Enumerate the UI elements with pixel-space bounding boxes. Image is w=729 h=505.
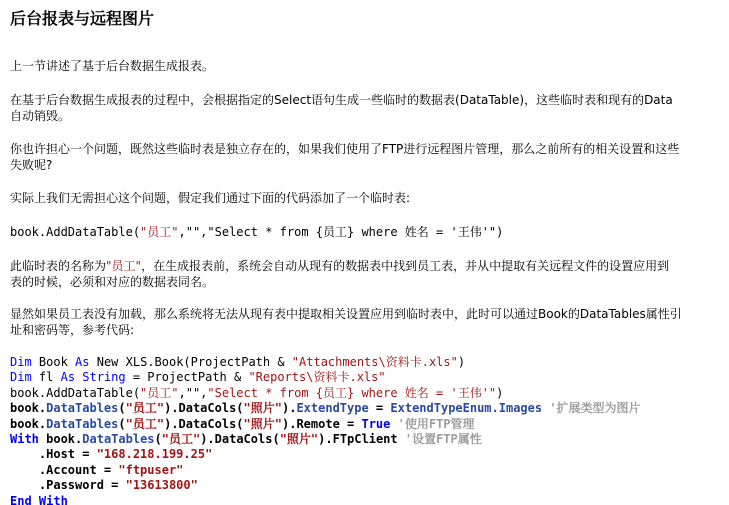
code-property: DataTables [46,401,119,416]
code-text: New XLS.Book(ProjectPath & [89,355,292,369]
code-line [10,432,641,447]
code-string: "员工" [125,416,165,431]
code-block [10,355,641,505]
paragraph-intro: 上一节讲述了基于后台数据生成报表。 [10,59,215,73]
code-text: .Password = [10,478,126,493]
text-segment: 此临时表的名称为 [10,259,107,273]
paragraph-datatables-line1: 显然如果员工表没有加载，那么系统将无法从现有表中提取相关设置应用到临时表中，此时可以通过Book的DataTables属性引 [10,307,682,321]
paragraph-datatables-line2: 址和密码等，参考代码: [10,323,135,337]
code-text: ( [118,416,126,431]
code-string: "ftpuser" [118,462,184,477]
code-property: ExtendTypeEnum.Images [390,401,543,416]
code-text: ) [457,355,466,369]
code-line [10,417,641,432]
code-text: ,"","Select * from {员工} where 姓名 = '王伟'") [178,225,504,239]
code-string: "员工" [140,385,179,400]
code-line [10,447,641,462]
paragraph-tablename-line2: 表的时候，必须和对应的数据表同名。 [10,275,215,289]
code-text: = [368,401,391,416]
code-property: DataTables [46,416,119,431]
code-text: ).DataCols( [164,401,244,416]
code-text: book. [10,401,47,416]
code-line [10,478,641,493]
code-text: ).DataCols( [200,431,280,446]
keyword: As [75,355,90,369]
code-string: "照片" [279,431,319,446]
page-title: 后台报表与远程图片 [10,9,155,28]
code-text: = ProjectPath & [125,370,249,385]
code-string: "照片" [243,416,282,431]
code-comment: '扩展类型为图片 [542,401,641,416]
keyword: Dim [10,355,32,369]
code-line [10,386,641,401]
code-text: ( [118,401,126,416]
quoted-table-name: "员工" [106,259,142,273]
keyword: With [10,431,39,446]
code-text: ) [496,385,504,400]
code-text: ( [154,431,162,446]
code-line [10,494,641,505]
code-string: "员工" [140,225,179,239]
keyword: As String [60,370,126,385]
code-text: .Account = [10,462,119,477]
code-string: "Select * from {员工} where 姓名 = '王伟'" [207,385,497,400]
code-text: ).Remote = [282,416,362,431]
code-line [10,370,641,385]
code-string: "13613800" [125,478,198,493]
code-property: DataTables [82,431,155,446]
code-string: "Attachments\资料卡.xls" [291,355,458,369]
code-line [10,463,641,478]
code-text: book.AddDataTable( [10,385,141,400]
text-segment: ，在生成报表前，系统会自动从现有的数据表中找到员工表，并从中提取有关远程文件的设置应用到 [141,259,670,273]
article [10,0,729,505]
code-property: ExtendType [296,401,369,416]
code-text: .Host = [10,447,97,462]
code-text: ,"", [178,385,208,400]
paragraph-concern-line2: 失败呢? [10,158,53,172]
code-string: "照片" [243,401,282,416]
paragraph-concern-line1: 你也许担心一个问题，既然这些临时表是独立存在的，如果我们使用了FTP进行远程图片管理，那么之前所有的相关设置和这些 [10,142,680,156]
code-text: ).DataCols( [164,416,244,431]
paragraph-datatable-line2: 自动销毁。 [10,109,71,123]
code-text: book. [38,431,83,446]
paragraph-datatable-line1: 在基于后台数据生成报表的过程中，会根据指定的Select语句生成一些临时的数据表(DataTable)，这些临时表和现有的Data [10,93,673,107]
inline-code-adddatatable [10,224,503,240]
keyword: True [361,416,391,431]
code-text: fl [31,370,61,385]
keyword: Dim [10,370,32,385]
code-text: Book [31,355,76,369]
code-comment: '设置FTP属性 [397,431,482,446]
code-line [10,355,641,370]
code-string: "168.218.199.25" [96,447,213,462]
keyword: End With [10,493,68,505]
paragraph-tablename-line1 [10,258,669,274]
code-line [10,401,641,416]
paragraph-answer: 实际上我们无需担心这个问题，假定我们通过下面的代码添加了一个临时表: [10,191,411,205]
code-text: ).FTpClient [318,431,398,446]
code-string: "员工" [125,401,165,416]
code-string: "Reports\资料卡.xls" [248,370,386,385]
code-text: book. [10,416,47,431]
code-text: ). [282,401,297,416]
code-string: "员工" [161,431,201,446]
code-text: book.AddDataTable( [10,225,141,239]
code-comment: '使用FTP管理 [390,416,475,431]
